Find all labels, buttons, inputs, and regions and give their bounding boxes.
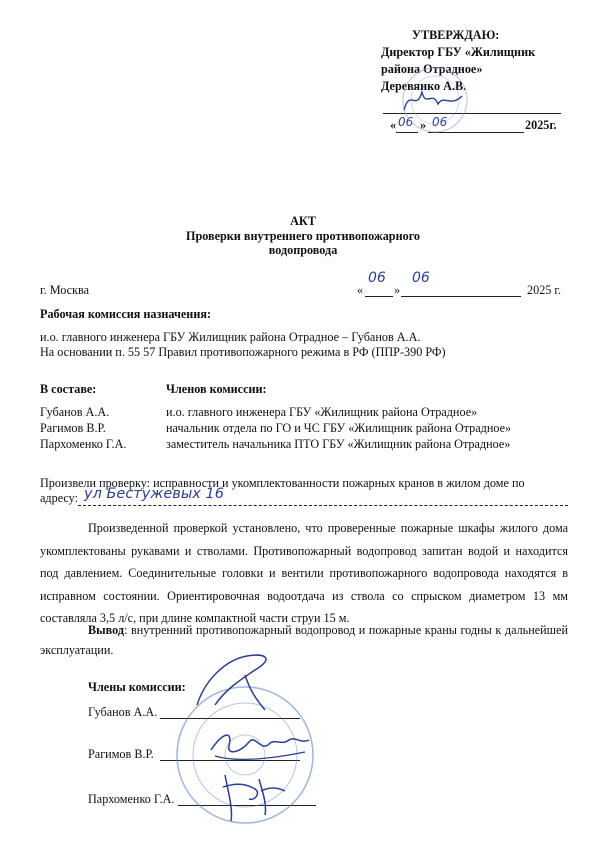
approval-date-mid: »: [420, 118, 427, 132]
inspection-line1: Произвели проверку: исправности и укомплектованности пожарных кранов в жилом доме по: [40, 476, 525, 490]
commission-chair: и.о. главного инженера ГБУ Жилищник района Отрадное – Губанов А.А.: [40, 330, 421, 344]
commission-heading: Рабочая комиссия назначения:: [40, 307, 212, 321]
date-day: 06: [368, 270, 386, 286]
approval-date-day: 06: [398, 115, 414, 129]
signatures-heading: Члены комиссии:: [88, 680, 186, 694]
date-open-quote: «: [357, 283, 364, 297]
date-day-line: [365, 296, 393, 297]
address-line: [78, 505, 568, 506]
approval-position-line1: Директор ГБУ «Жилищник: [381, 45, 536, 59]
signature-name: Пархоменко Г.А.: [88, 792, 175, 806]
commission-basis: На основании п. 55 57 Правил противопожарного режима в РФ (ППР-390 РФ): [40, 345, 446, 359]
approval-title: УТВЕРЖДАЮ:: [412, 28, 500, 42]
composition-label: В составе:: [40, 382, 97, 396]
member-role: начальник отдела по ГО и ЧС ГБУ «Жилищник района Отрадное»: [166, 421, 512, 435]
members-heading: Членов комиссии:: [166, 382, 267, 396]
conclusion: [40, 620, 568, 660]
approval-date-year: 2025г.: [525, 118, 557, 132]
approval-date-open: «: [390, 118, 397, 132]
approval-name: Деревянко А.В.: [381, 79, 467, 93]
member-role: и.о. главного инженера ГБУ «Жилищник района Отрадное»: [166, 405, 478, 419]
approval-position-line2: района Отрадное»: [381, 62, 483, 76]
date-year: 2025 г.: [527, 283, 562, 297]
act-subtitle-line2: водопровода: [268, 243, 338, 257]
findings-paragraph: Произведенной проверкой установлено, что проверенные пожарные шкафы жилого дома укомплектованы рукавами и стволами. Противопожарный водопровод запитан водой и находится под давлением. Соединительные головки и вентили противопожарного водопровода находятся в исправном состоянии. Ориентировочная водоотдача из ствола со спрыском диаметром 13 мм составляла 3,5 л/с, при длине компактной части струи 15 м.: [40, 521, 568, 625]
member-name: Губанов А.А.: [40, 405, 110, 419]
member-name: Рагимов В.Р.: [40, 421, 106, 435]
approval-date-month: 06: [432, 115, 448, 129]
conclusion-text: : внутренний противопожарный водопровод и пожарные краны годны к дальнейшей эксплуатации.: [40, 623, 568, 657]
city: г. Москва: [40, 283, 89, 297]
act-title: АКТ: [290, 214, 316, 228]
address-handwritten: ул Бестужевых 16: [84, 486, 224, 502]
gubanov-signature: [185, 650, 295, 720]
address-label: адресу:: [40, 491, 78, 505]
signature-name: Губанов А.А.: [88, 705, 158, 719]
approval-signature: [400, 82, 470, 122]
signature-name: Рагимов В.Р.: [88, 747, 154, 761]
member-name: Пархоменко Г.А.: [40, 437, 127, 451]
member-role: заместитель начальника ПТО ГБУ «Жилищник района Отрадное»: [166, 437, 511, 451]
date-month: 06: [412, 270, 430, 286]
date-close-quote: »: [394, 283, 401, 297]
act-subtitle-line1: Проверки внутреннего противопожарного: [185, 229, 421, 243]
parkhomenko-signature: [215, 765, 295, 825]
date-month-line: [401, 296, 521, 297]
conclusion-label: Вывод: [88, 623, 125, 637]
